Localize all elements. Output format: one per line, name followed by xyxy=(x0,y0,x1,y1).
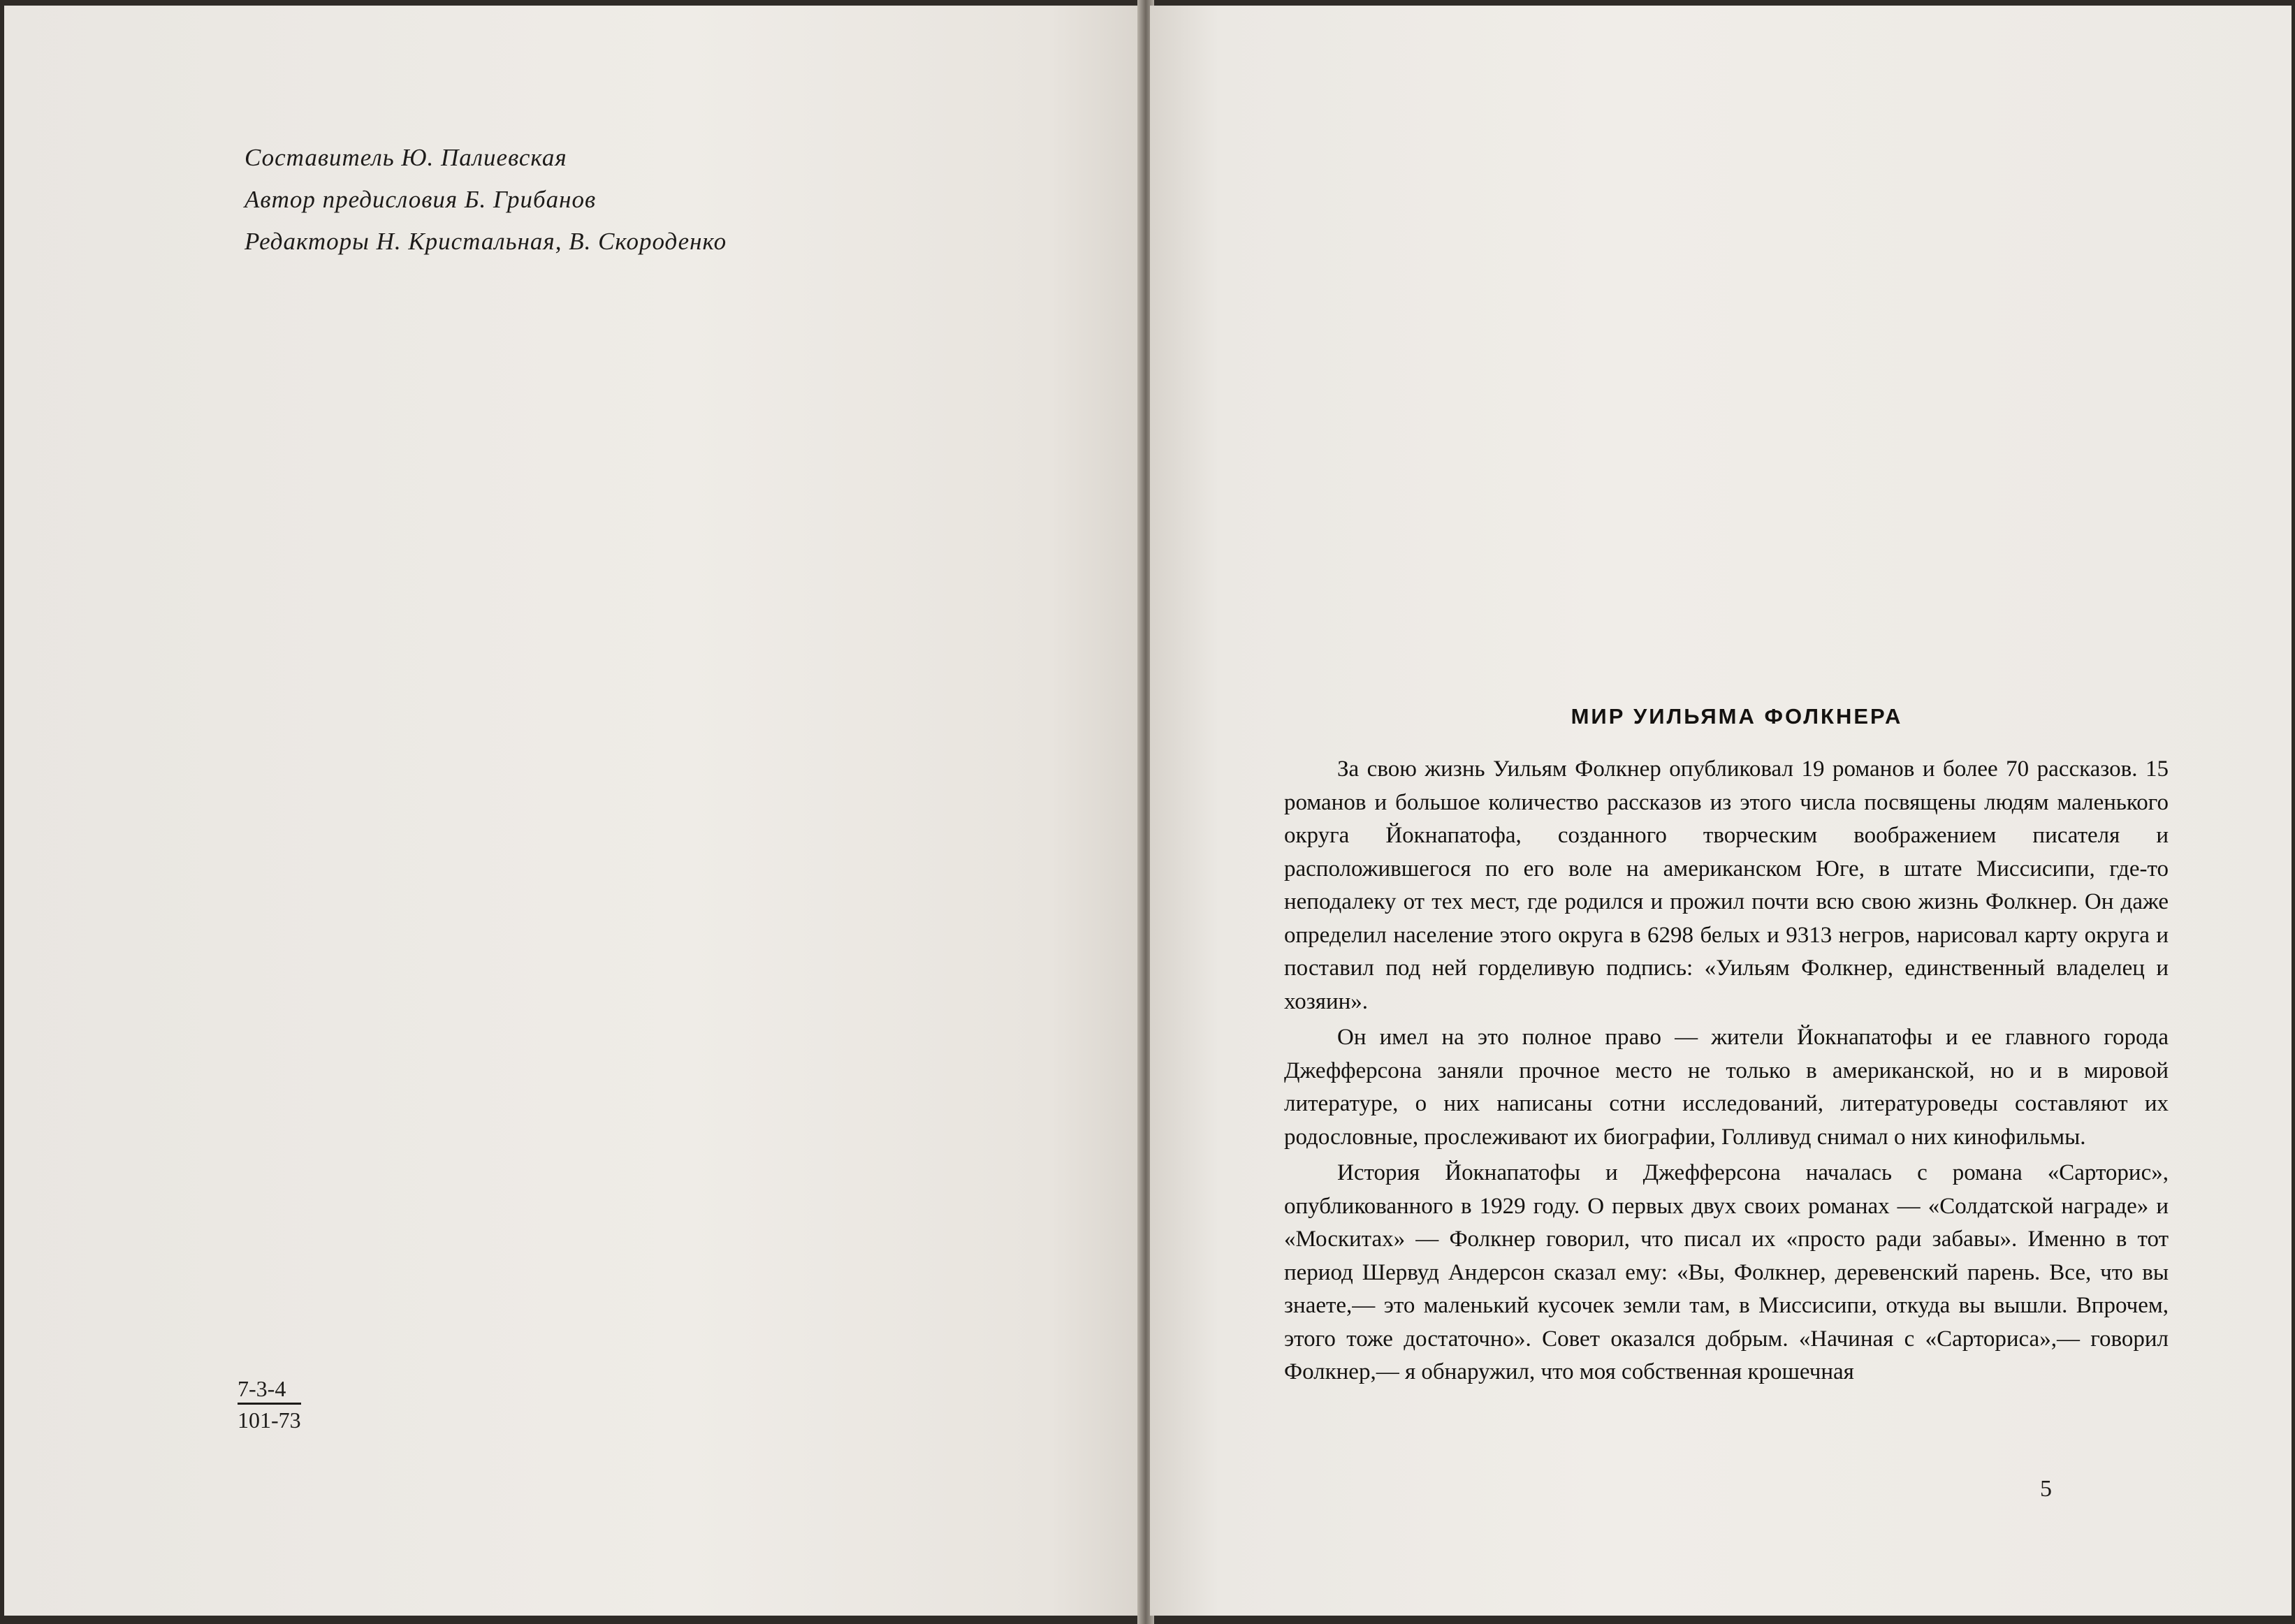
page-number: 5 xyxy=(2040,1476,2052,1502)
credits-block xyxy=(245,137,727,263)
credit-preface-author: Автор предисловия Б. Грибанов xyxy=(245,186,597,213)
library-code-numerator: 7-3-4 xyxy=(238,1376,286,1401)
credit-compiler: Составитель Ю. Палиевская xyxy=(245,144,567,171)
article-paragraph-1: За свою жизнь Уильям Фолкнер опубликовал 19 романов и более 70 рассказов. 15 романов и большое количество рассказов из этого числа посвящены людям маленького округа Йокнапатофа, созданного творческим воображением писателя и расположившегося по его воле на американском Юге, в штате Миссисипи, где-то неподалеку от тех мест, где родился и прожил почти всю свою жизнь Фолкнер. Он даже определил население этого округа в 6298 белых и 9313 негров, нарисовал карту округа и поставил под ней горделивую подпись: «Уильям Фолкнер, единственный владелец и хозяин». xyxy=(1284,756,2169,1014)
library-code xyxy=(238,1375,301,1434)
article-paragraph-3: История Йокнапатофы и Джефферсона началась с романа «Сарторис», опубликованного в 1929 году. О первых двух своих романах — «Солдатской награде» и «Москитах» — Фолкнер говорил, что писал их «просто ради забавы». Именно в тот период Шервуд Андерсон сказал ему: «Вы, Фолкнер, деревенский парень. Все, что вы знаете,— это маленький кусочек земли там, в Миссисипи, откуда вы вышли. Впрочем, этого тоже достаточно». Совет оказался добрым. «Начиная с «Сарториса»,— говорил Фолкнер,— я обнаружил, что моя собственная крошечная xyxy=(1284,1160,2169,1384)
credit-editors: Редакторы Н. Кристальная, В. Скороденко xyxy=(245,228,727,255)
article-title: МИР УИЛЬЯМА ФОЛКНЕРА xyxy=(1571,704,1903,729)
library-code-denominator: 101-73 xyxy=(238,1403,301,1434)
article xyxy=(1284,704,2169,1392)
article-paragraph-2: Он имел на это полное право — жители Йокнапатофы и ее главного города Джефферсона заняли прочное место не только в американской, но и в мировой литературе, о них написаны сотни исследований, литературоведы составляют их родословные, прослеживают их биографии, Голливуд снимал о них кинофильмы. xyxy=(1284,1025,2169,1150)
left-page xyxy=(4,6,1142,1616)
